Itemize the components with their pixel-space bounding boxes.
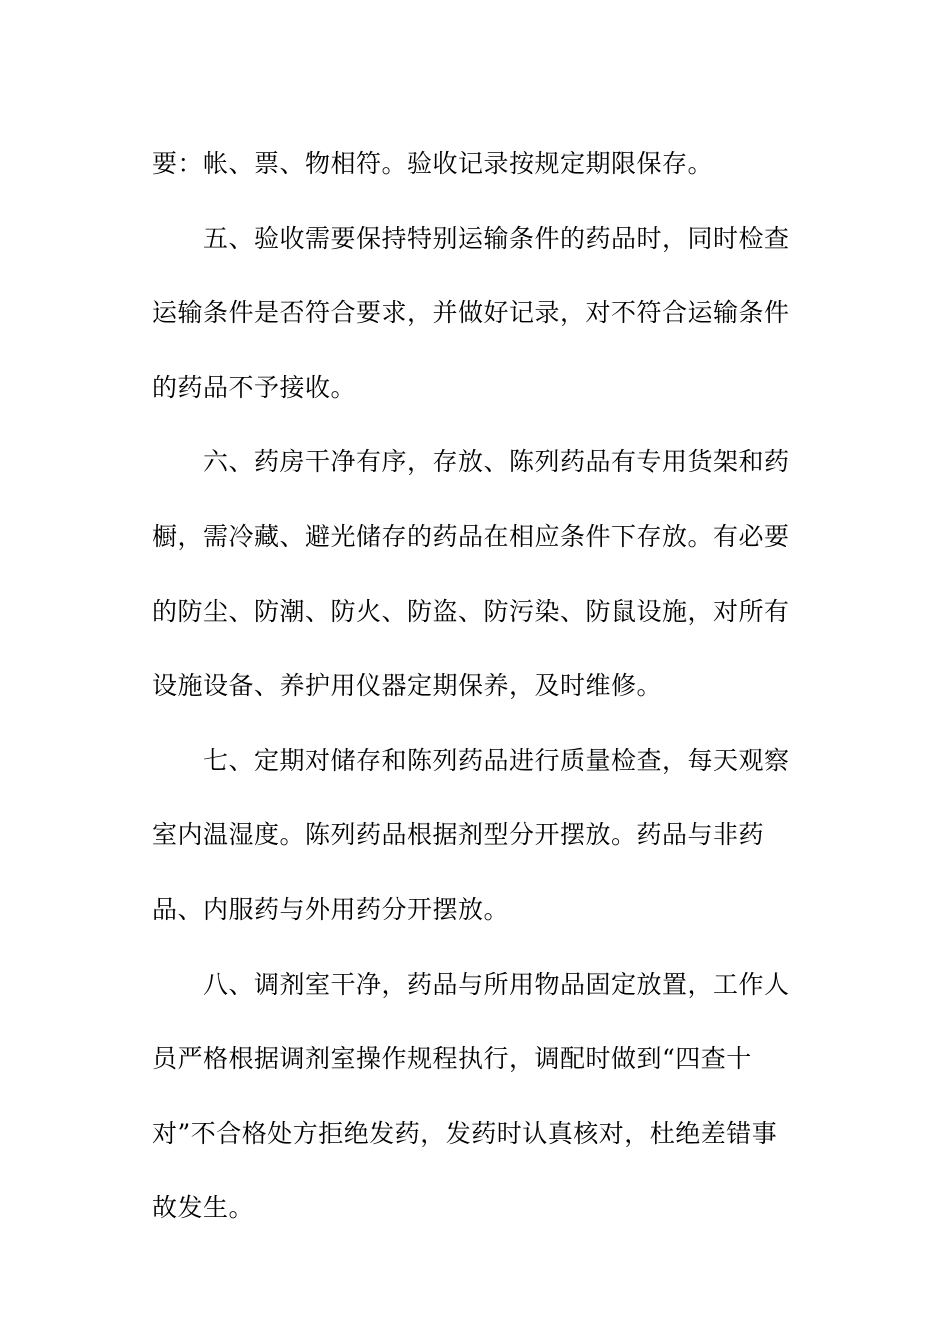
text-line: 品、内服药与外用药分开摆放。 [152, 894, 510, 924]
paragraph-first-line: 八、调剂室干净，药品与所用物品固定放置，工作人 [203, 969, 790, 999]
text-line: 运输条件是否符合要求，并做好记录，对不符合运输条件 [152, 298, 790, 328]
document-body [152, 127, 792, 1246]
text-line: 员严格根据调剂室操作规程执行，调配时做到“四查十 [152, 1044, 752, 1074]
text-line: 故发生。 [152, 1193, 255, 1223]
paragraph-first-line: 五、验收需要保持特别运输条件的药品时，同时检查 [203, 223, 790, 253]
text-line: 橱，需冷藏、避光储存的药品在相应条件下存放。有必要 [152, 521, 790, 551]
text-line: 的防尘、防潮、防火、防盗、防污染、防鼠设施，对所有 [152, 596, 790, 626]
paragraph-first-line: 七、定期对储存和陈列药品进行质量检查，每天观察 [203, 745, 790, 775]
text-line: 对”不合格处方拒绝发药，发药时认真核对，杜绝差错事 [152, 1118, 778, 1148]
text-line: 要：帐、票、物相符。验收记录按规定期限保存。 [152, 149, 714, 178]
paragraph-first-line: 六、药房干净有序，存放、陈列药品有专用货架和药 [203, 447, 790, 477]
text-line: 室内温湿度。陈列药品根据剂型分开摆放。药品与非药 [152, 820, 765, 850]
text-line: 设施设备、养护用仪器定期保养，及时维修。 [152, 671, 663, 701]
text-line: 的药品不予接收。 [152, 372, 357, 402]
